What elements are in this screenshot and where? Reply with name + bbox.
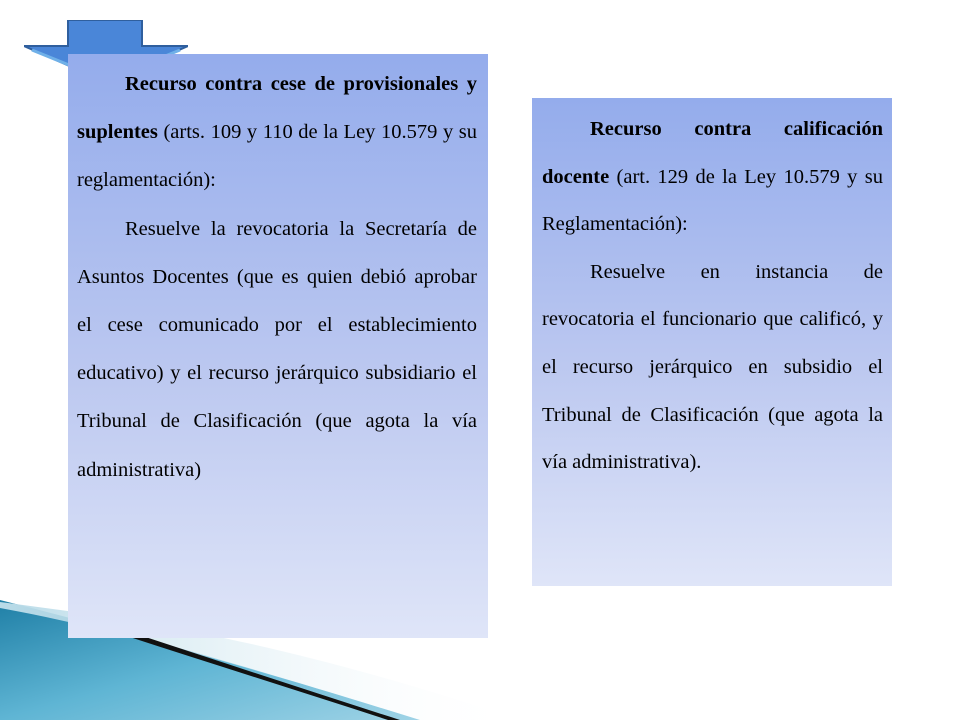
cese-recurso-title-detail: (arts. 109 y 110 de la Ley 10.579 y su reglamentación):	[77, 121, 477, 192]
cese-recurso-title: Recurso contra cese de provisionales y suplentes	[77, 73, 477, 144]
calificacion-recurso-title-detail: (art. 129 de la Ley 10.579 y su Reglamentación):	[542, 165, 883, 236]
cese-recurso-box	[68, 54, 488, 638]
cese-recurso-heading	[77, 60, 477, 205]
cese-recurso-body: Resuelve la revocatoria la Secretaría de Asuntos Docentes (que es quien debió aprobar el cese comunicado por el establecimiento educativo) y el recurso jerárquico subsidiario el Tribunal de Clasificación (que agota la vía administrativa)	[77, 217, 477, 481]
calificacion-recurso-heading	[542, 106, 883, 249]
calificacion-recurso-box	[532, 98, 892, 586]
calificacion-recurso-body: Resuelve en instancia de revocatoria el funcionario que calificó, y el recurso jerárquico en subsidio el Tribunal de Clasificación (que agota la vía administrativa).	[542, 260, 883, 474]
calificacion-recurso-title: Recurso contra calificación docente	[542, 118, 883, 188]
